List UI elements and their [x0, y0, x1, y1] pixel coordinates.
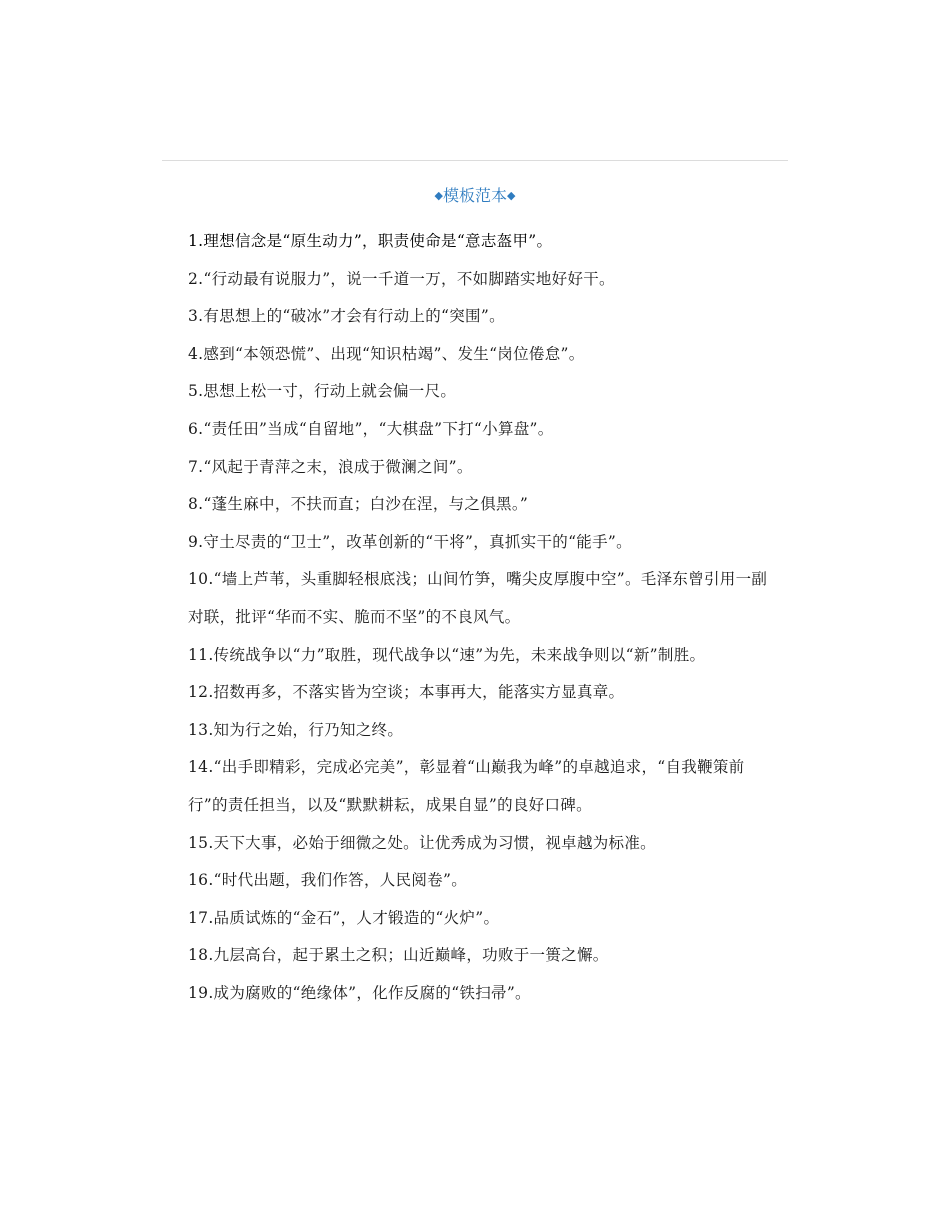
quote-list: [188, 223, 768, 1012]
list-item: 6.“责任田”当成“自留地”，“大棋盘”下打“小算盘”。: [188, 419, 554, 438]
list-item: 15.天下大事，必始于细微之处。让优秀成为习惯，视卓越为标准。: [188, 833, 656, 852]
list-item: 14.“出手即精彩，完成必完美”，彰显着“山巅我为峰”的卓越追求，“自我鞭策前行”的责任担当，以及“默默耕耘，成果自显”的良好口碑。: [188, 758, 745, 814]
list-item: 9.守土尽责的“卫士”，改革创新的“干将”，真抓实干的“能手”。: [188, 532, 632, 551]
section-heading-text: 模板范本: [442, 186, 507, 205]
list-item: 12.招数再多，不落实皆为空谈；本事再大，能落实方显真章。: [188, 683, 625, 702]
diamond-right-icon: ◆: [507, 189, 516, 202]
list-item: 17.品质试炼的“金石”，人才锻造的“火炉”。: [188, 908, 500, 927]
diamond-left-icon: ◆: [434, 189, 443, 202]
list-item: 4.感到“本领恐慌”、出现“知识枯竭”、发生“岗位倦怠”。: [188, 344, 585, 363]
list-item: 1.理想信念是“原生动力”，职责使命是“意志盔甲”。: [188, 232, 553, 250]
list-item: 8.“蓬生麻中，不扶而直；白沙在涅，与之俱黑。”: [188, 495, 529, 514]
section-heading: [162, 184, 788, 208]
list-item: 19.成为腐败的“绝缘体”，化作反腐的“铁扫帚”。: [188, 983, 531, 1002]
list-item: 7.“风起于青萍之末，浪成于微澜之间”。: [188, 457, 473, 476]
list-item: 2.“行动最有说服力”，说一千道一万，不如脚踏实地好好干。: [188, 269, 615, 288]
list-item: 3.有思想上的“破冰”才会有行动上的“突围”。: [188, 307, 505, 326]
list-item: 11.传统战争以“力”取胜，现代战争以“速”为先，未来战争则以“新”制胜。: [188, 645, 706, 664]
list-item: 16.“时代出题，我们作答，人民阅卷”。: [188, 871, 467, 890]
list-item: 18.九层高台，起于累土之积；山近巅峰，功败于一篑之懈。: [188, 946, 609, 965]
header-divider: [162, 160, 788, 161]
list-item: 13.知为行之始，行乃知之终。: [188, 720, 404, 739]
list-item: 5.思想上松一寸，行动上就会偏一尺。: [188, 382, 457, 401]
list-item: 10.“墙上芦苇，头重脚轻根底浅；山间竹笋，嘴尖皮厚腹中空”。毛泽东曾引用一副对联，批评“华而不实、脆而不坚”的不良风气。: [188, 570, 768, 626]
